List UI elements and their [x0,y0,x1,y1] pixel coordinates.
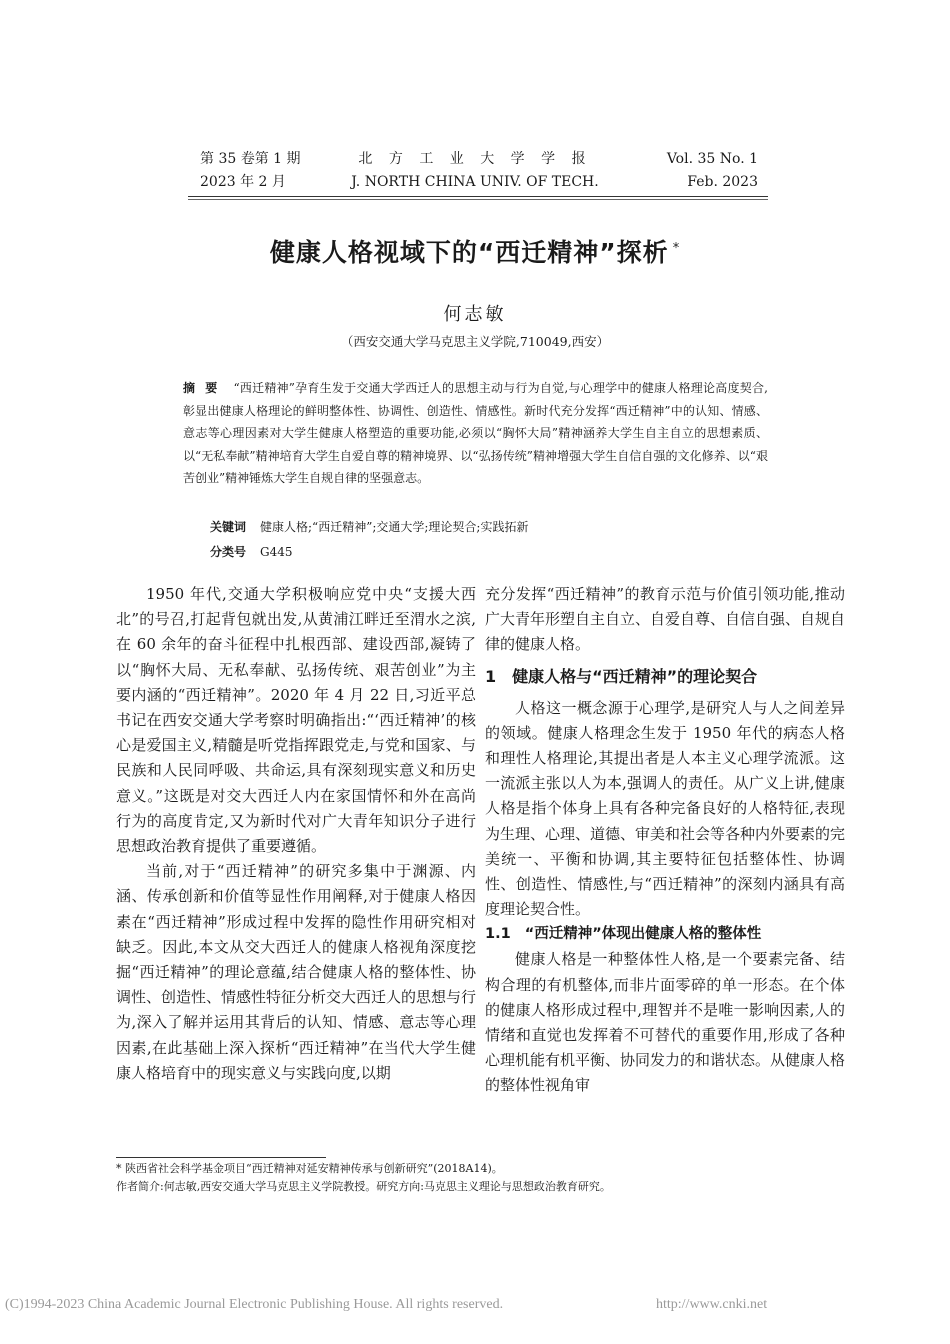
classification-number: G445 [260,545,293,559]
section-heading-1 [485,664,845,689]
footnote-rule [116,1157,326,1158]
abstract [183,377,768,490]
section-number: 1 [485,666,497,686]
cnki-url[interactable]: http://www.cnki.net [656,1297,768,1312]
title-footnote-mark: * [672,240,681,256]
journal-name-block [330,148,620,194]
body-paragraph: 健康人格是一种整体性人格,是一个要素完备、结构合理的有机整体,而非片面零碎的单一形态。在个体的健康人格形成过程中,理智并不是唯一影响因素,人的情绪和直觉也发挥着不可替代的重要作用,形成了各种心理机能有机平衡、协同发力的和谐状态。从健康人格的整体性视角审 [485,950,846,1095]
publication-date-cn: 2023 年 2 月 [200,174,286,190]
keywords-label: 关键词 [210,520,247,534]
header-rule [188,196,768,197]
copyright-text: (C)1994-2023 China Academic Journal Electronic Publishing House. All rights reserved. [5,1297,504,1312]
volume-issue: 第 35 卷第 1 期 [200,151,301,167]
funding-footnote: * 陕西省社会科学基金项目“西迁精神对延安精神传承与创新研究”(2018A14)。 [116,1162,503,1175]
keywords-row [210,518,528,535]
journal-name-en: J. NORTH CHINA UNIV. OF TECH. [351,174,599,190]
abstract-label: 摘要 [183,381,228,395]
author-bio-footnote: 作者简介:何志敏,西安交通大学马克思主义学院教授。研究方向:马克思主义理论与思想政治教育研究。 [116,1180,611,1193]
journal-volume-en-block [640,148,758,194]
body-column-left [116,582,476,1086]
header-rule-thin [188,199,768,200]
body-paragraph: 1950 年代,交通大学积极响应党中央“支援大西北”的号召,打起背包就出发,从黄浦江畔迁至渭水之滨,在 60 余年的奋斗征程中扎根西部、建设西部,凝铸了以“胸怀大局、无私奉献、弘扬传统、艰苦创业”为主要内涵的“西迁精神”。2020 年 4 月 22 日,习近平总书记在西安交通大学考察时明确指出:“‘西迁精神’的核心是爱国主义,精髓是听党指挥跟党走,与党和国家、与民族和人民同呼吸、共命运,具有深刻现实意义和历史意义。”这既是对交大西迁人内在家国情怀和外在高尚行为的高度肯定,又为新时代对广大青年知识分子进行思想政治教育提供了重要遵循。 [116,585,476,856]
body-paragraph: 人格这一概念源于心理学,是研究人与人之间差异的领域。健康人格理念生发于 1950 年代的病态人格和理性人格理论,其提出者是人本主义心理学流派。这一流派主张以人为本,强调人的责任。从广义上讲,健康人格是指个体身上具有各种完备良好的人格特征,表现为生理、心理、道德、审美和社会等各种内外要素的完美统一、平衡和协调,其主要特征包括整体性、协调性、创造性、情感性,与“西迁精神”的深刻内涵具有高度理论契合性。 [485,698,846,919]
body-paragraph-continued: 充分发挥“西迁精神”的教育示范与价值引领功能,推动广大青年形塑自主自立、自爱自尊、自信自强、自规自律的健康人格。 [485,585,846,654]
abstract-text: “西迁精神”孕育生发于交通大学西迁人的思想主动与行为自觉,与心理学中的健康人格理论高度契合,彰显出健康人格理论的鲜明整体性、协调性、创造性、情感性。新时代充分发挥“西迁精神”中的认知、情感、意志等心理因素对大学生健康人格塑造的重要功能,必须以“胸怀大局”精神涵养大学生自主自立的思想素质、以“无私奉献”精神培育大学生自爱自尊的精神境界、以“弘扬传统”精神增强大学生自信自强的文化修养、以“艰苦创业”精神锤炼大学生自规自律的坚强意志。 [183,381,768,485]
classification-label: 分类号 [210,545,247,559]
journal-name-cn: 北 方 工 业 大 学 学 报 [358,151,592,167]
volume-issue-en: Vol. 35 No. 1 [666,151,758,167]
author-name: 何志敏 [443,304,507,325]
classification-row [210,543,293,560]
subsection-number: 1.1 [485,926,511,943]
keywords-text: 健康人格;“西迁精神”;交通大学;理论契合;实践拓新 [260,520,529,534]
body-paragraph: 当前,对于“西迁精神”的研究多集中于渊源、内涵、传承创新和价值等显性作用阐释,对于健康人格因素在“西迁精神”形成过程中发挥的隐性作用研究相对缺乏。因此,本文从交大西迁人的健康人格视角深度挖掘“西迁精神”的理论意蕴,结合健康人格的整体性、协调性、创造性、情感性特征分析交大西迁人的思想与行为,深入了解并运用其背后的认知、情感、意志等心理因素,在此基础上深入探析“西迁精神”在当代大学生健康人格培育中的现实意义与实践向度,以期 [116,862,477,1082]
journal-issue-block [200,148,340,194]
section-title: 健康人格与“西迁精神”的理论契合 [512,666,758,686]
author-affiliation: （西安交通大学马克思主义学院,710049,西安） [340,334,610,349]
article-title-text: 健康人格视域下的“西迁精神”探析 [269,238,669,267]
article-title [80,233,870,269]
subsection-title: “西迁精神”体现出健康人格的整体性 [524,926,762,943]
subsection-heading-1-1 [485,922,845,947]
body-column-right [485,582,845,1099]
publication-date-en: Feb. 2023 [687,174,758,190]
